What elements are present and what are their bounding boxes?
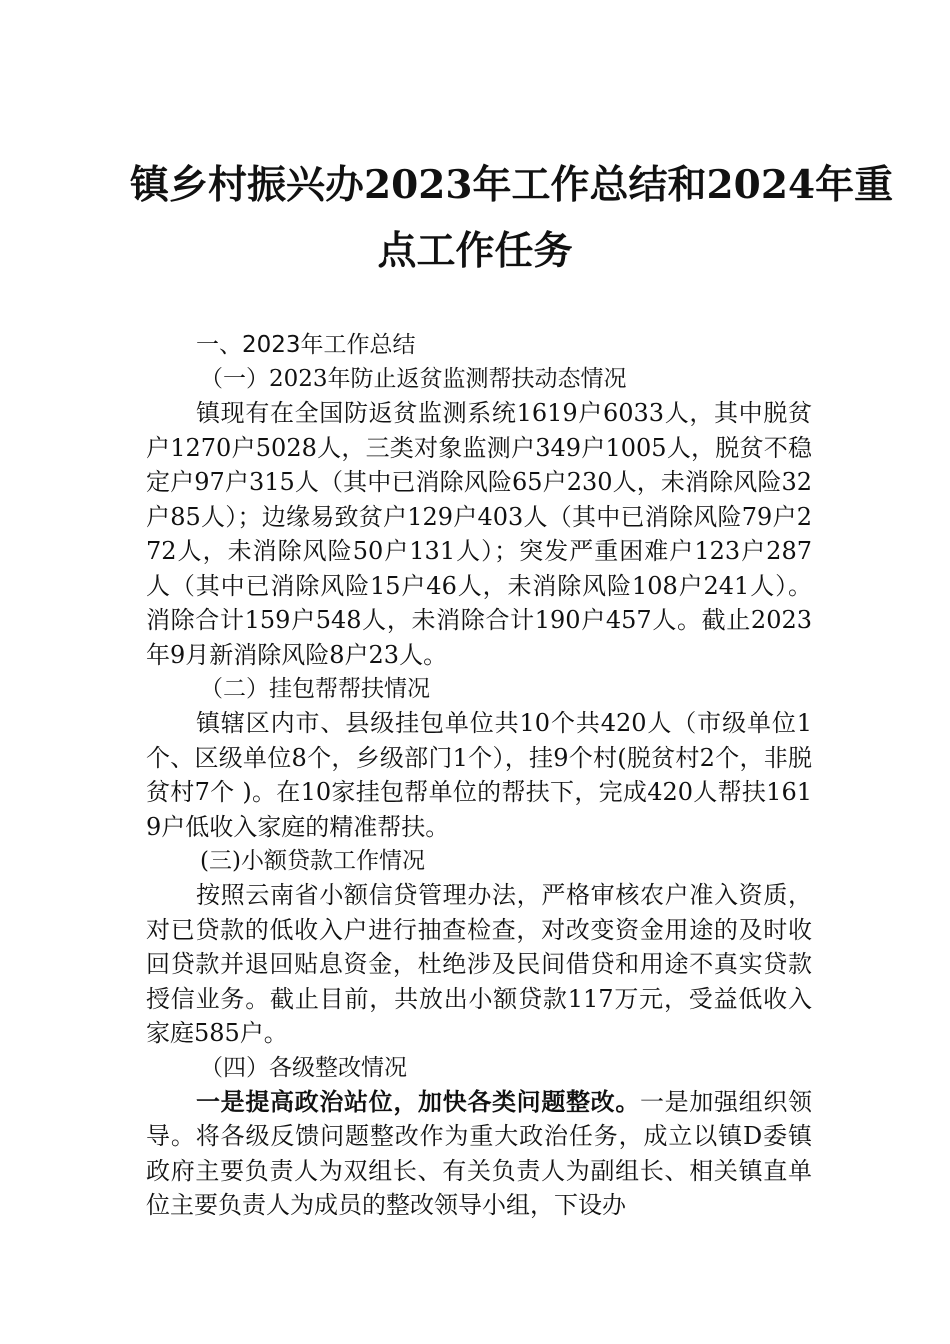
section-heading-1: 一、2023年工作总结 (196, 332, 416, 358)
document-title-line1: 镇乡村振兴办2023年工作总结和2024年重 (130, 162, 894, 208)
paragraph-microloans: 按照云南省小额信贷管理办法，严格审核农户准入资质，对已贷款的低收入户进行抽查检查，对改变资金用途的及时收回贷款并退回贴息资金，杜绝涉及民间借贷和用途不真实贷款授信业务。截止目前，共放出小额贷款117万元，受益低收入家庭585户。 (146, 881, 812, 1047)
paragraph-assistance: 镇辖区内市、县级挂包单位共10个共420人（市级单位1个、区级单位8个，乡级部门1个），挂9个村(脱贫村2个，非脱贫村7个 )。在10家挂包帮单位的帮扶下，完成420人帮扶1619户低收入家庭的精准帮扶。 (146, 709, 812, 841)
paragraph-monitoring: 镇现有在全国防返贫监测系统1619户6033人，其中脱贫户1270户5028人，三类对象监测户349户1005人，脱贫不稳定户97户315人（其中已消除风险65户230人，未消除风险32户85人）；边缘易致贫户129户403人（其中已消除风险79户272人，未消除风险50户131人）；突发严重困难户123户287人（其中已消除风险15户46人，未消除风险108户241人）。消除合计159户548人，未消除合计190户457人。截止2023年9月新消除风险8户23人。 (146, 399, 812, 669)
paragraph-rectification (146, 1085, 812, 1223)
subsection-heading-1: （一）2023年防止返贫监测帮扶动态情况 (200, 366, 627, 392)
subsection-heading-2: （二）挂包帮帮扶情况 (200, 676, 430, 702)
paragraph-lead-bold: 一是提高政治站位，加快各类问题整改。 (196, 1086, 640, 1116)
subsection-heading-4: （四）各级整改情况 (200, 1054, 407, 1081)
paragraph-rectification-text: 一是加强组织领导。将各级反馈问题整改作为重大政治任务，成立以镇D委镇政府主要负责人为双组长、有关负责人为副组长、相关镇直单位主要负责人为成员的整改领导小组，下设办 (146, 1087, 812, 1219)
subsection-heading-3: (三)小额贷款工作情况 (200, 848, 425, 874)
document-body (146, 328, 812, 1223)
document-title-line2: 点工作任务 (377, 228, 573, 274)
